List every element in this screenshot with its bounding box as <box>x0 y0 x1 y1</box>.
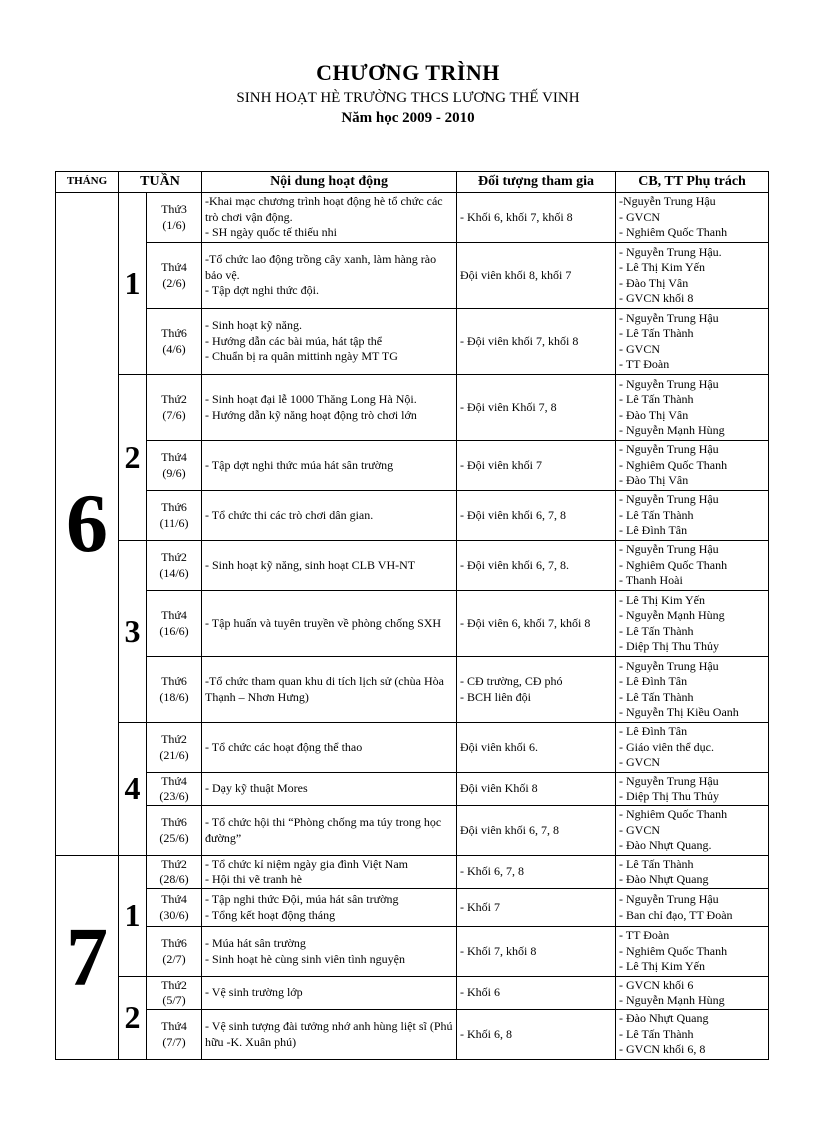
activity-line: - Múa hát sân trường <box>205 936 306 950</box>
activity-line: -Tổ chức lao động trồng cây xanh, làm hàng rào bảo vệ. <box>205 252 437 282</box>
participants <box>457 856 616 889</box>
responsible <box>616 491 769 541</box>
responsible-line: - Nghiêm Quốc Thanh <box>619 557 728 572</box>
responsible-line: - GVCN <box>619 755 661 770</box>
day-name: Thứ6 <box>161 326 187 340</box>
day-cell <box>147 375 202 441</box>
responsible <box>616 243 769 309</box>
day-name: Thứ4 <box>161 608 187 622</box>
activity-line: - Sinh hoạt kỹ năng, sinh hoạt CLB VH-NT <box>205 557 416 572</box>
responsible <box>616 806 769 856</box>
day-cell <box>147 657 202 723</box>
activity-content <box>202 723 457 773</box>
responsible-line: - TT Đoàn <box>619 928 670 943</box>
participant-line: - Khối 6, 7, 8 <box>460 864 525 879</box>
week-cell: 2 <box>119 977 147 1060</box>
month-cell: 6 <box>56 193 119 856</box>
day-date: (21/6) <box>159 747 189 762</box>
schedule-body <box>56 193 769 1060</box>
activity-line: - Hội thi vẽ tranh hè <box>205 872 302 886</box>
participant-line: - CĐ trường, CĐ phó <box>460 674 563 688</box>
responsible <box>616 541 769 591</box>
header-participants: Đối tượng tham gia <box>457 172 616 193</box>
activity-line: - Sinh hoạt hè cùng sinh viên tình nguyện <box>205 951 405 966</box>
activity-content <box>202 491 457 541</box>
week-cell: 2 <box>119 375 147 541</box>
responsible-line: - Lê Tấn Thành <box>619 623 694 638</box>
participants <box>457 806 616 856</box>
participant-line: - Đội viên 6, khối 7, khối 8 <box>460 615 591 630</box>
month-cell: 7 <box>56 856 119 1060</box>
responsible-line: - Lê Tấn Thành <box>619 689 694 704</box>
participant-line: - Đội viên khối 6, 7, 8 <box>460 507 567 522</box>
activity-line: - Sinh hoạt đại lễ 1000 Thăng Long Hà Nội. <box>205 392 417 406</box>
responsible-line: - Nghiêm Quốc Thanh <box>619 943 728 958</box>
responsible-line: - Đào Thị Vân <box>619 275 689 290</box>
day-date: (2/6) <box>162 275 186 290</box>
participants <box>457 657 616 723</box>
responsible-line: - GVCN khối 6, 8 <box>619 1042 706 1057</box>
document-subtitle: SINH HOẠT HÈ TRƯỜNG THCS LƯƠNG THẾ VINH <box>236 90 580 106</box>
activity-line: - Tập dợt nghi thức múa hát sân trường <box>205 457 394 472</box>
activity-content <box>202 856 457 889</box>
day-name: Thứ6 <box>161 500 187 514</box>
activity-content <box>202 193 457 243</box>
participants <box>457 491 616 541</box>
activity-line: - Tổ chức hội thi “Phòng chống ma túy trong học đường” <box>205 815 442 845</box>
day-name: Thứ4 <box>161 450 187 464</box>
responsible-line: - Lê Tấn Thành <box>619 856 694 871</box>
responsible-line: - GVCN khối 8 <box>619 291 694 305</box>
schedule-row <box>56 309 769 375</box>
participant-line: - Khối 7, khối 8 <box>460 943 537 958</box>
responsible-line: - Nguyễn Trung Hậu <box>619 442 719 457</box>
day-name: Thứ4 <box>161 892 187 906</box>
activity-content <box>202 889 457 927</box>
activity-content <box>202 773 457 806</box>
day-name: Thứ2 <box>161 977 187 992</box>
participants <box>457 375 616 441</box>
responsible-line: - Đào Nhựt Quang. <box>619 838 712 853</box>
responsible <box>616 889 769 927</box>
week-cell: 1 <box>119 193 147 375</box>
responsible-line: - Nguyễn Thị Kiều Oanh <box>619 705 739 719</box>
responsible-line: - Lê Tấn Thành <box>619 1026 694 1041</box>
responsible <box>616 856 769 889</box>
day-date: (9/6) <box>162 465 186 480</box>
participant-line: - BCH liên đội <box>460 689 532 704</box>
responsible <box>616 773 769 806</box>
activity-line: - Tổ chức các hoạt động thể thao <box>205 739 363 754</box>
week-cell: 4 <box>119 723 147 856</box>
activity-line: -Khai mạc chương trình hoạt động hè tổ chức các trò chơi vận động. <box>205 194 443 224</box>
activity-line: - Vệ sinh tượng đài tưởng nhớ anh hùng liệt sĩ (Phú hữu -K. Xuân phú) <box>205 1019 453 1049</box>
responsible <box>616 723 769 773</box>
participants <box>457 927 616 977</box>
responsible-line: - Đào Nhựt Quang <box>619 872 709 886</box>
schedule-row <box>56 927 769 977</box>
participants <box>457 193 616 243</box>
participants <box>457 591 616 657</box>
activity-line: - Vệ sinh trường lớp <box>205 985 303 1000</box>
participants <box>457 541 616 591</box>
responsible <box>616 591 769 657</box>
responsible <box>616 657 769 723</box>
activity-line: -Tổ chức tham quan khu di tích lịch sử (chùa Hòa Thạnh – Nhơn Hưng) <box>205 674 444 704</box>
responsible-line: - Nguyễn Mạnh Hùng <box>619 993 725 1007</box>
participant-line: - Đội viên khối 7 <box>460 457 543 472</box>
day-name: Thứ2 <box>161 856 187 871</box>
activity-line: - Chuẩn bị ra quân mittinh ngày MT TG <box>205 349 398 364</box>
responsible-line: - Nguyễn Trung Hậu <box>619 310 719 325</box>
responsible-line: - Nguyễn Trung Hậu <box>619 492 719 507</box>
responsible-line: - Thanh Hoài <box>619 573 683 588</box>
day-cell <box>147 491 202 541</box>
schedule-row <box>56 491 769 541</box>
day-cell <box>147 591 202 657</box>
week-cell: 3 <box>119 541 147 723</box>
day-date: (25/6) <box>159 830 189 845</box>
day-name: Thứ2 <box>161 392 187 406</box>
responsible-line: - Lê Đình Tân <box>619 523 688 538</box>
responsible-line: - Lê Thị Kim Yến <box>619 592 705 607</box>
responsible-line: - Nguyễn Trung Hậu <box>619 376 719 391</box>
day-cell <box>147 1010 202 1060</box>
responsible-line: - Đào Nhựt Quang <box>619 1011 709 1026</box>
day-cell <box>147 309 202 375</box>
responsible-line: - Nguyễn Trung Hậu <box>619 542 719 557</box>
day-date: (14/6) <box>159 565 189 580</box>
day-name: Thứ4 <box>161 1019 187 1033</box>
participant-line: Đội viên khối 6. <box>460 739 539 754</box>
responsible <box>616 441 769 491</box>
participants <box>457 723 616 773</box>
day-cell <box>147 977 202 1010</box>
header-responsible: CB, TT Phụ trách <box>616 172 769 193</box>
day-date: (7/6) <box>162 407 186 422</box>
responsible-line: - Nguyễn Trung Hậu <box>619 773 719 788</box>
responsible-line: - Nghiêm Quốc Thanh <box>619 457 728 472</box>
activity-line: - Hướng dẫn kỹ năng hoạt động trò chơi lớn <box>205 407 417 422</box>
day-date: (30/6) <box>159 907 189 922</box>
activity-line: - Sinh hoạt kỹ năng. <box>205 318 303 333</box>
participant-line: - Đội viên khối 7, khối 8 <box>460 333 579 348</box>
day-date: (18/6) <box>159 689 189 704</box>
participant-line: - Khối 6, 8 <box>460 1026 513 1041</box>
day-cell <box>147 441 202 491</box>
responsible-line: - Nghiêm Quốc Thanh <box>619 807 728 822</box>
activity-content <box>202 541 457 591</box>
responsible-line: - Lê Tấn Thành <box>619 326 694 340</box>
participant-line: - Khối 7 <box>460 899 501 914</box>
responsible-line: - GVCN <box>619 209 661 224</box>
activity-content <box>202 657 457 723</box>
schedule-row <box>56 193 769 243</box>
activity-content <box>202 309 457 375</box>
participants <box>457 977 616 1010</box>
participants <box>457 243 616 309</box>
day-cell <box>147 723 202 773</box>
activity-line: - Tổ chức thi các trò chơi dân gian. <box>205 507 374 522</box>
day-cell <box>147 243 202 309</box>
day-date: (2/7) <box>162 951 186 966</box>
activity-content <box>202 927 457 977</box>
participant-line: - Đội viên khối 6, 7, 8. <box>460 557 570 572</box>
responsible-line: - TT Đoàn <box>619 357 670 371</box>
activity-line: - Dạy kỹ thuật Mores <box>205 781 308 796</box>
day-date: (7/7) <box>162 1034 186 1049</box>
activity-line: - Tập dợt nghi thức đội. <box>205 283 319 298</box>
day-name: Thứ3 <box>161 202 187 216</box>
responsible-line: - Lê Đình Tân <box>619 724 688 739</box>
responsible-line: - Giáo viên thể dục. <box>619 739 714 754</box>
schedule-row <box>56 773 769 806</box>
document-header <box>0 60 816 128</box>
responsible-line: - Nguyễn Trung Hậu <box>619 892 719 906</box>
participants <box>457 889 616 927</box>
activity-line: - SH ngày quốc tế thiếu nhi <box>205 225 337 240</box>
responsible <box>616 309 769 375</box>
activity-line: - Tổ chức kỉ niệm ngày gia đình Việt Nam <box>205 856 408 871</box>
day-date: (1/6) <box>162 217 186 232</box>
responsible-line: - Lê Tấn Thành <box>619 392 694 406</box>
participant-line: - Đội viên Khối 7, 8 <box>460 399 557 414</box>
day-cell <box>147 806 202 856</box>
activity-line: - Tập nghi thức Đội, múa hát sân trường <box>205 892 399 906</box>
day-cell <box>147 193 202 243</box>
day-name: Thứ4 <box>161 773 187 788</box>
responsible-line: - Nghiêm Quốc Thanh <box>619 225 728 240</box>
day-cell <box>147 889 202 927</box>
responsible-line: - Đào Thị Vân <box>619 473 689 488</box>
day-name: Thứ2 <box>161 732 187 746</box>
responsible-line: -Nguyễn Trung Hậu <box>619 194 716 209</box>
day-name: Thứ4 <box>161 260 187 274</box>
schedule-row <box>56 1010 769 1060</box>
day-cell <box>147 927 202 977</box>
responsible <box>616 927 769 977</box>
schedule-row <box>56 806 769 856</box>
responsible-line: - GVCN <box>619 341 661 356</box>
responsible-line: - Diệp Thị Thu Thủy <box>619 639 720 653</box>
header-row <box>56 172 769 193</box>
responsible-line: - Diệp Thị Thu Thủy <box>619 789 720 803</box>
participants <box>457 441 616 491</box>
header-content: Nội dung hoạt động <box>202 172 457 193</box>
responsible <box>616 1010 769 1060</box>
participant-line: - Khối 6, khối 7, khối 8 <box>460 209 573 224</box>
schedule-row <box>56 723 769 773</box>
participant-line: Đội viên Khối 8 <box>460 781 538 796</box>
responsible-line: - GVCN <box>619 822 661 837</box>
responsible <box>616 977 769 1010</box>
school-year: Năm học 2009 - 2010 <box>341 110 475 126</box>
responsible-line: - Nguyễn Mạnh Hùng <box>619 608 725 622</box>
day-date: (5/7) <box>162 993 186 1007</box>
day-cell <box>147 773 202 806</box>
participant-line: Đội viên khối 8, khối 7 <box>460 267 572 282</box>
activity-content <box>202 977 457 1010</box>
responsible-line: - Nguyễn Trung Hậu. <box>619 244 722 259</box>
activity-content <box>202 591 457 657</box>
day-cell <box>147 541 202 591</box>
participant-line: - Khối 6 <box>460 985 501 1000</box>
schedule-row <box>56 441 769 491</box>
responsible-line: - Ban chỉ đạo, TT Đoàn <box>619 907 733 922</box>
schedule-row <box>56 977 769 1010</box>
activity-line: - Tổng kết hoạt động tháng <box>205 907 336 922</box>
schedule-row <box>56 591 769 657</box>
responsible-line: - Lê Tấn Thành <box>619 507 694 522</box>
day-name: Thứ6 <box>161 674 187 688</box>
activity-content <box>202 806 457 856</box>
participant-line: Đội viên khối 6, 7, 8 <box>460 822 560 837</box>
day-date: (16/6) <box>159 623 189 638</box>
participants <box>457 309 616 375</box>
responsible-line: - Nguyễn Trung Hậu <box>619 658 719 673</box>
day-date: (11/6) <box>159 515 189 530</box>
schedule-row <box>56 375 769 441</box>
schedule-row <box>56 243 769 309</box>
document-title: CHƯƠNG TRÌNH <box>316 60 500 85</box>
responsible-line: - GVCN khối 6 <box>619 977 694 992</box>
day-name: Thứ6 <box>161 815 187 829</box>
day-cell <box>147 856 202 889</box>
responsible-line: - Lê Thị Kim Yến <box>619 260 705 274</box>
responsible-line: - Lê Thị Kim Yến <box>619 959 705 974</box>
day-date: (23/6) <box>159 789 189 803</box>
responsible-line: - Đào Thị Vân <box>619 407 689 422</box>
day-name: Thứ6 <box>161 936 187 950</box>
week-cell: 1 <box>119 856 147 977</box>
day-date: (4/6) <box>162 341 186 356</box>
activity-content <box>202 243 457 309</box>
activity-content <box>202 1010 457 1060</box>
responsible-line: - Lê Đình Tân <box>619 674 688 688</box>
schedule-row <box>56 541 769 591</box>
responsible-line: - Nguyễn Mạnh Hùng <box>619 423 725 437</box>
participants <box>457 773 616 806</box>
schedule-row <box>56 889 769 927</box>
participants <box>457 1010 616 1060</box>
day-date: (28/6) <box>159 872 189 886</box>
activity-content <box>202 375 457 441</box>
responsible <box>616 193 769 243</box>
activity-line: - Hướng dẫn các bài múa, hát tập thể <box>205 333 383 348</box>
schedule-row <box>56 657 769 723</box>
schedule-table <box>55 171 769 1060</box>
day-name: Thứ2 <box>161 550 187 564</box>
schedule-row <box>56 856 769 889</box>
activity-content <box>202 441 457 491</box>
responsible <box>616 375 769 441</box>
activity-line: - Tập huấn và tuyên truyền về phòng chống SXH <box>205 615 442 630</box>
header-month: THÁNG <box>56 172 119 193</box>
header-week: TUẦN <box>119 172 202 193</box>
